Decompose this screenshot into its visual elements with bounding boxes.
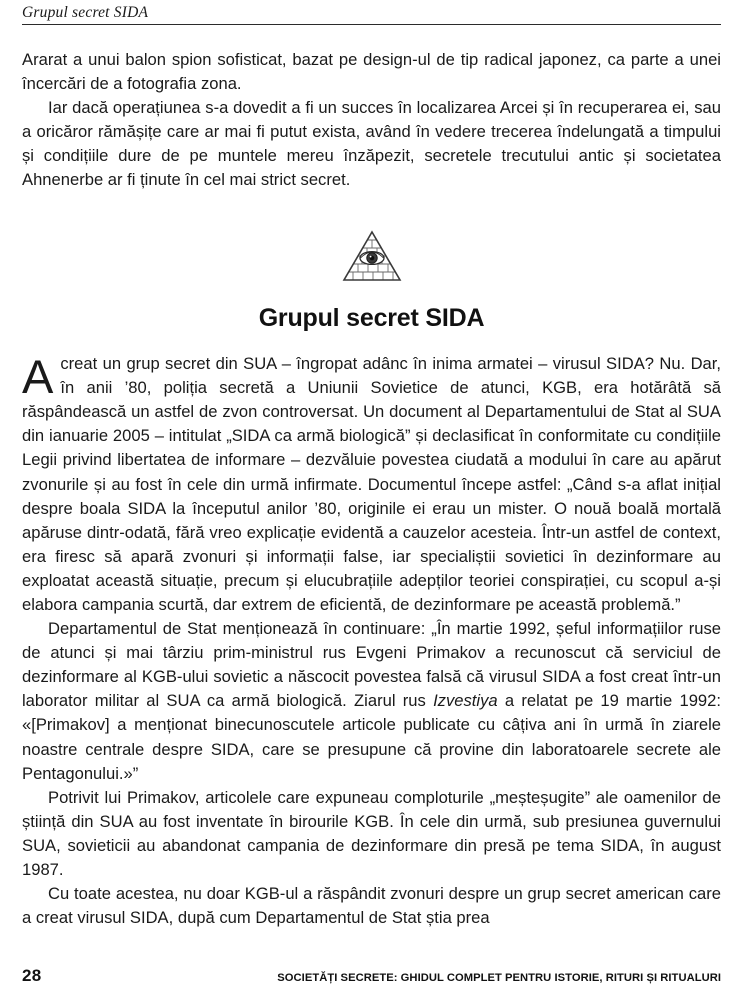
running-header-title: Grupul secret SIDA [22, 4, 149, 21]
running-header [22, 4, 721, 25]
paragraph-intro-1: Ararat a unui balon spion sofisticat, bazat pe design-ul de tip radical japonez, ca parte a unei încercări de a fotografia zona. [22, 50, 721, 94]
paragraph-body-1 [22, 352, 721, 617]
header-divider-rule [22, 24, 721, 25]
text-column [22, 48, 721, 930]
paragraph-body-1-text: creat un grup secret din SUA – îngropat adânc în inima armatei – virusul SIDA? Nu. Dar, în anii ’80, poliția secretă a Uniunii Sovietice de atunci, KGB, era hotărâtă să răspândească un astfel de zvon controversat. Un document al Departamentului de Stat al SUA din ianuarie 2005 – intitulat „SIDA ca armă biologică” și declasificat în conformitate cu condițiile Legii privind libertatea de informare – dezvăluie povestea ciudată a modului în care au apărut zvonurile și au fost în cele din urmă infirmate. Documentul începe astfel: „Când s-a aflat inițial despre boala SIDA la începutul anilor ’80, originile ei erau un mister. O nouă boală mortală apăruse dintr-odată, fără vreo explicație evidentă a cauzelor acesteia. Într-un astfel de context, era firesc să apară zvonuri și informații false, iar specialiștii sovietici în dezinformare au exploatat această situație, precum și elucubrațiile adepților teoriei conspirației, cu scopul a-și elabora campania scurtă, dar extrem de eficientă, de dezinformare pe această problemă.” [22, 354, 721, 614]
paragraph-body-3: Potrivit lui Primakov, articolele care expuneau comploturile „meșteșugite” ale oamenilor de știință din SUA au fost inventate în birourile KGB. În cele din urmă, sub presiunea guvernului SUA, sovieticii au abandonat campania de dezinformare din presă pe tema SIDA, în august 1987. [22, 787, 721, 880]
paragraph-intro-2: Iar dacă operațiunea s-a dovedit a fi un succes în localizarea Arcei și în recuperarea ei, sau a oricăror rămășițe care ar mai fi putut exista, având în vedere trecerea îndelungată a timpului și condițiile dure de pe muntele mereu înzăpezit, secretele trecutului antic și societatea Ahnenerbe ar fi ținute în cel mai strict secret. [22, 98, 721, 190]
chapter-ornament [22, 193, 721, 283]
paragraph-body-4: Cu toate acestea, nu doar KGB-ul a răspândit zvonuri despre un grup secret american care a creat virusul SIDA, după cum Departamentul de Stat știa prea [22, 884, 721, 928]
chapter-title: Grupul secret SIDA [258, 303, 485, 332]
page-number: 28 [22, 966, 42, 985]
paragraph-body-2-part-a: Departamentul de Stat menționează în continuare: „În martie 1992, șeful informațiilor ruse de atunci și mai târziu prim-ministrul rus Evgeni Primakov a recunoscut că serviciul de dezinformare al KGB-ului sovietic a născocit povestea falsă că virusul SIDA a fost creat într-un laborator militar al SUA ca armă biologică. Ziarul rus [22, 619, 721, 711]
paragraph-body-2 [22, 617, 721, 786]
all-seeing-eye-pyramid-icon [341, 229, 403, 283]
footer-book-title: SOCIETĂȚI SECRETE: GHIDUL COMPLET PENTRU ISTORIE, RITURI ȘI RITUALURI [277, 972, 721, 984]
paragraph-body-2-part-b: a relatat pe 19 martie 1992: «[Primakov] a menționat binecunoscutele articole publicate cu câțiva ani în urmă în ziarele noastre centrale despre SIDA, care se presupune că provine din laboratoarele secrete ale Pentagonului.»” [22, 691, 721, 783]
page-footer [22, 966, 721, 986]
drop-cap-letter: A [22, 350, 54, 404]
newspaper-name-izvestiya: Izvestiya [433, 691, 498, 711]
